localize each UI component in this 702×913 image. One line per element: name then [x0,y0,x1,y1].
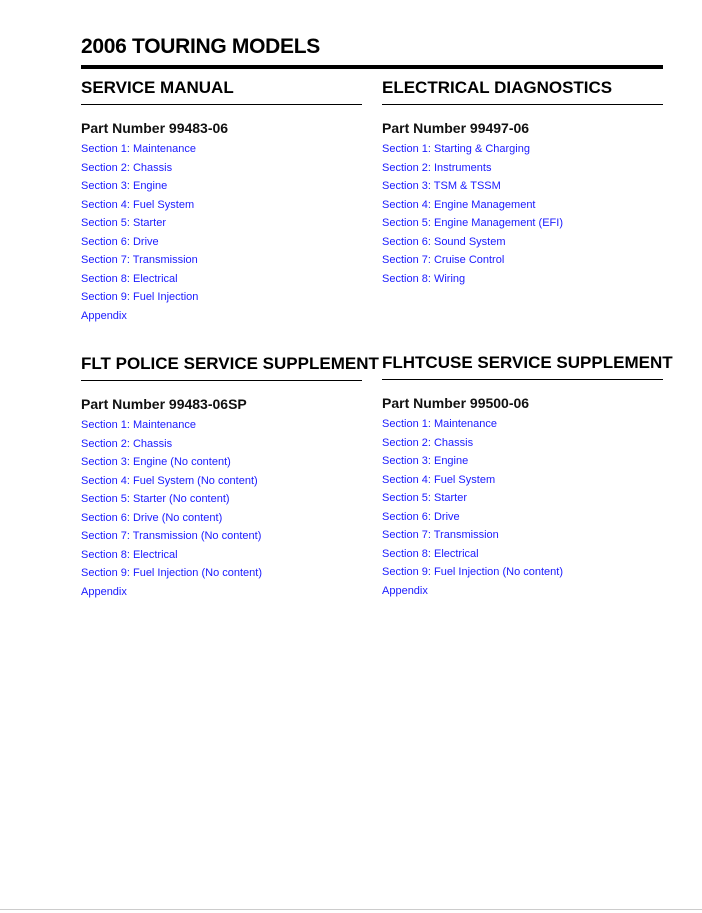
section-heading: ELECTRICAL DIAGNOSTICS [382,78,613,97]
section-heading: FLT POLICE SERVICE SUPPLEMENT [81,354,379,373]
section-link[interactable]: Section 3: Engine (No content) [81,456,231,468]
section-link[interactable]: Section 7: Transmission (No content) [81,530,262,542]
part-number: Part Number 99483-06SP [81,396,247,412]
section-link[interactable]: Section 9: Fuel Injection [81,291,199,303]
section-link[interactable]: Section 7: Cruise Control [382,254,505,266]
part-number: Part Number 99483-06 [81,120,229,136]
section-link[interactable]: Section 8: Electrical [81,548,178,561]
section-link[interactable]: Section 6: Drive [81,235,159,248]
section-link[interactable]: Section 3: Engine [382,455,469,467]
section-link[interactable]: Section 1: Maintenance [382,418,497,430]
section-link[interactable]: Appendix [81,585,127,598]
heading-underline [382,379,663,380]
section-link[interactable]: Section 5: Starter (No content) [81,493,230,505]
section-links [382,140,663,288]
section-link[interactable]: Section 7: Transmission [382,529,499,541]
section-link[interactable]: Section 4: Fuel System [382,473,496,486]
section-links [81,140,362,325]
section-link[interactable]: Appendix [382,584,428,597]
heading-underline [81,380,362,381]
section-link[interactable]: Section 6: Sound System [382,235,506,248]
section-heading: FLHTCUSE SERVICE SUPPLEMENT [382,353,673,372]
section-link[interactable]: Section 1: Starting & Charging [382,143,530,155]
section-link[interactable]: Section 3: TSM & TSSM [382,180,501,192]
title-rule [81,65,663,69]
section-link[interactable]: Section 9: Fuel Injection (No content) [81,567,262,579]
flhtcuse-supplement-block [382,351,673,600]
section-link[interactable]: Section 7: Transmission [81,254,198,266]
electrical-diagnostics-block [382,76,663,288]
service-manual-block [81,76,362,325]
section-link[interactable]: Section 2: Chassis [382,436,474,449]
section-links [382,415,663,600]
section-link[interactable]: Section 5: Starter [382,492,467,504]
section-link[interactable]: Section 6: Drive [382,510,460,523]
section-link[interactable]: Section 4: Fuel System (No content) [81,474,258,487]
page-title: 2006 TOURING MODELS [81,35,320,58]
section-link[interactable]: Section 8: Electrical [81,272,178,285]
page-bottom-divider [0,909,702,910]
section-link[interactable]: Section 1: Maintenance [81,143,196,155]
section-link[interactable]: Section 5: Starter [81,217,166,229]
section-link[interactable]: Section 8: Wiring [382,272,466,285]
section-link[interactable]: Section 2: Chassis [81,437,173,450]
section-link[interactable]: Section 2: Chassis [81,161,173,174]
heading-underline [81,104,362,105]
section-heading: SERVICE MANUAL [81,78,234,97]
part-number: Part Number 99500-06 [382,395,530,411]
flt-police-supplement-block [81,352,379,601]
section-links [81,416,362,601]
section-link[interactable]: Section 5: Engine Management (EFI) [382,217,563,229]
section-link[interactable]: Section 9: Fuel Injection (No content) [382,566,563,578]
section-link[interactable]: Section 4: Fuel System [81,198,195,211]
section-link[interactable]: Section 6: Drive (No content) [81,511,223,524]
heading-underline [382,104,663,105]
section-link[interactable]: Appendix [81,309,127,322]
part-number: Part Number 99497-06 [382,120,530,136]
section-link[interactable]: Section 3: Engine [81,180,168,192]
section-link[interactable]: Section 8: Electrical [382,547,479,560]
section-link[interactable]: Section 1: Maintenance [81,419,196,431]
section-link[interactable]: Section 2: Instruments [382,161,492,174]
section-link[interactable]: Section 4: Engine Management [382,198,536,211]
